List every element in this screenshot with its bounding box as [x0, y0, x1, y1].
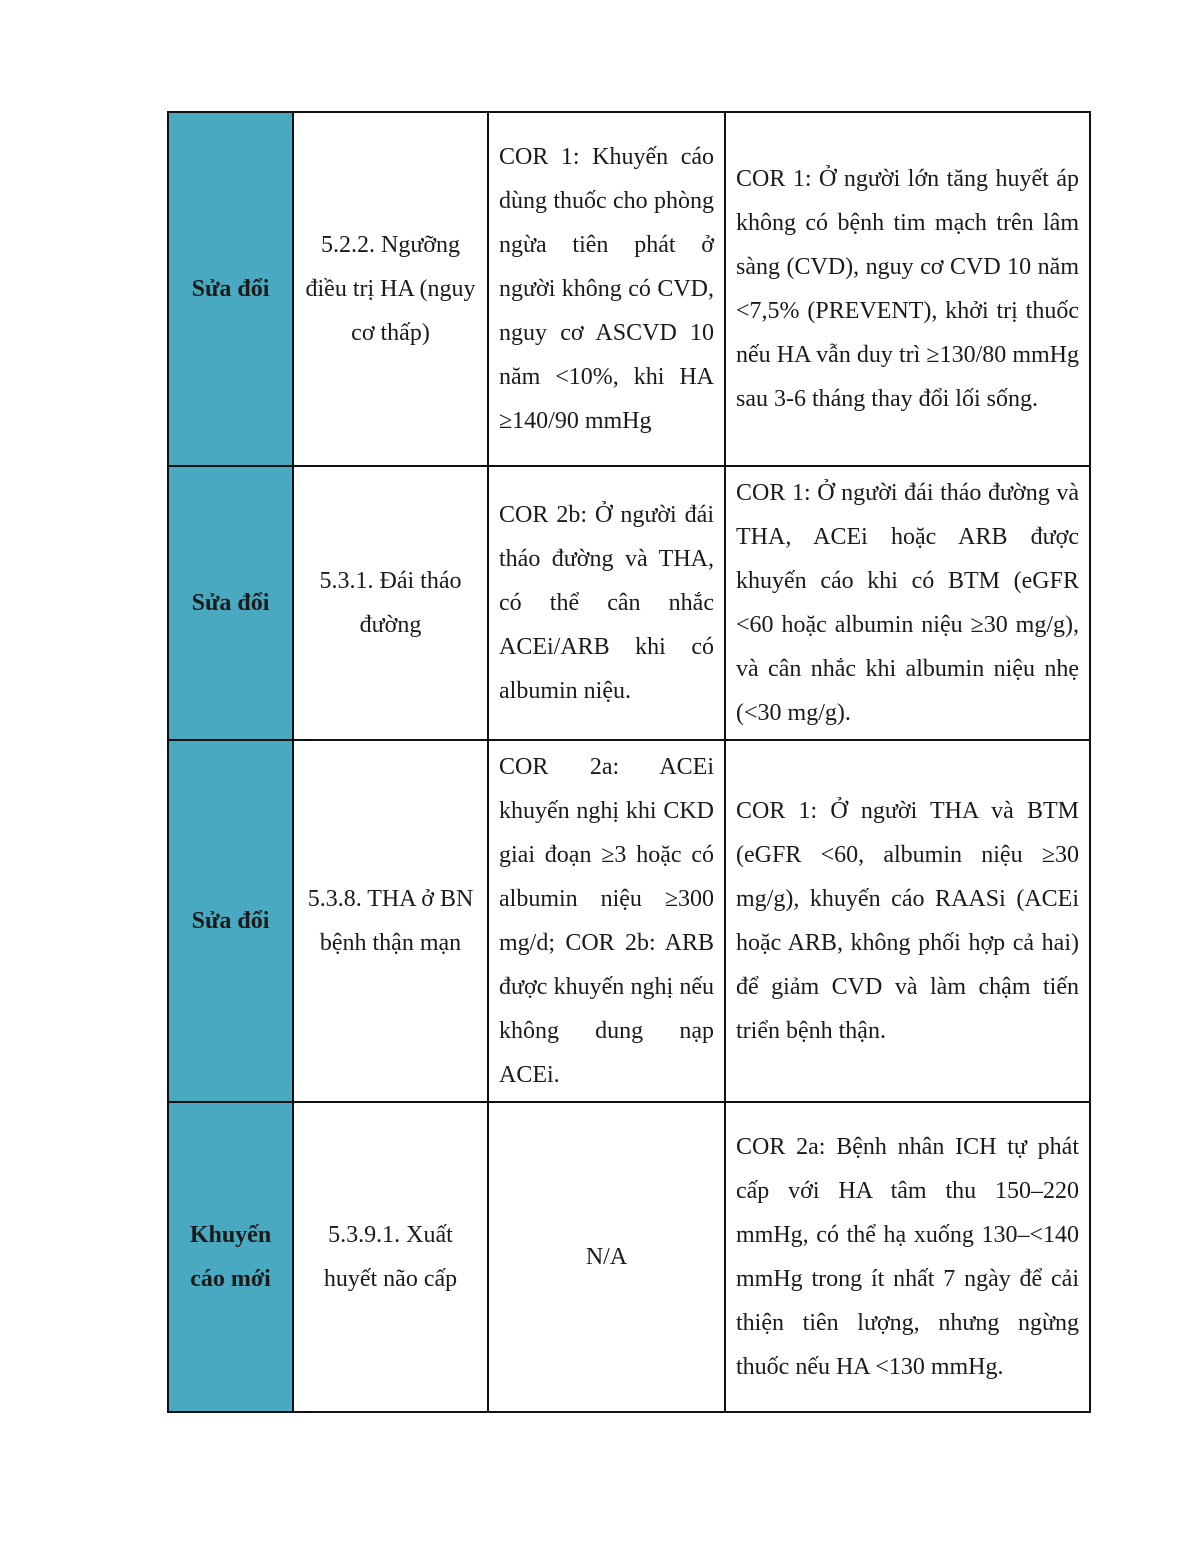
section-cell: 5.3.1. Đái tháo đường [293, 466, 488, 740]
new-recommendation-cell: COR 1: Ở người THA và BTM (eGFR <60, albumin niệu ≥30 mg/g), khuyến cáo RAASi (ACEi hoặc ARB, không phối hợp cả hai) để giảm CVD và làm chậm tiến triển bệnh thận. [725, 740, 1090, 1102]
old-recommendation-cell: COR 2a: ACEi khuyến nghị khi CKD giai đoạn ≥3 hoặc có albumin niệu ≥300 mg/d; COR 2b: ARB được khuyến nghị nếu không dung nạp ACEi. [488, 740, 725, 1102]
old-recommendation-cell: COR 2b: Ở người đái tháo đường và THA, có thể cân nhắc ACEi/ARB khi có albumin niệu. [488, 466, 725, 740]
section-cell: 5.3.9.1. Xuất huyết não cấp [293, 1102, 488, 1412]
old-recommendation-cell: N/A [488, 1102, 725, 1412]
table-row [168, 740, 1090, 1102]
guideline-comparison-table [167, 111, 1091, 1413]
table-row [168, 466, 1090, 740]
section-cell: 5.3.8. THA ở BN bệnh thận mạn [293, 740, 488, 1102]
new-recommendation-cell: COR 1: Ở người lớn tăng huyết áp không có bệnh tim mạch trên lâm sàng (CVD), nguy cơ CVD 10 năm <7,5% (PREVENT), khởi trị thuốc nếu HA vẫn duy trì ≥130/80 mmHg sau 3-6 tháng thay đổi lối sống. [725, 112, 1090, 466]
change-type-cell: Khuyến cáo mới [168, 1102, 293, 1412]
change-type-cell: Sửa đổi [168, 112, 293, 466]
table-row [168, 1102, 1090, 1412]
new-recommendation-cell: COR 2a: Bệnh nhân ICH tự phát cấp với HA tâm thu 150–220 mmHg, có thể hạ xuống 130–<140 mmHg trong ít nhất 7 ngày để cải thiện tiên lượng, nhưng ngừng thuốc nếu HA <130 mmHg. [725, 1102, 1090, 1412]
section-cell: 5.2.2. Ngưỡng điều trị HA (nguy cơ thấp) [293, 112, 488, 466]
change-type-cell: Sửa đổi [168, 740, 293, 1102]
change-type-cell: Sửa đổi [168, 466, 293, 740]
new-recommendation-cell: COR 1: Ở người đái tháo đường và THA, ACEi hoặc ARB được khuyến cáo khi có BTM (eGFR <60 hoặc albumin niệu ≥30 mg/g), và cân nhắc khi albumin niệu nhẹ (<30 mg/g). [725, 466, 1090, 740]
old-recommendation-cell: COR 1: Khuyến cáo dùng thuốc cho phòng ngừa tiên phát ở người không có CVD, nguy cơ ASCVD 10 năm <10%, khi HA ≥140/90 mmHg [488, 112, 725, 466]
table-row [168, 112, 1090, 466]
